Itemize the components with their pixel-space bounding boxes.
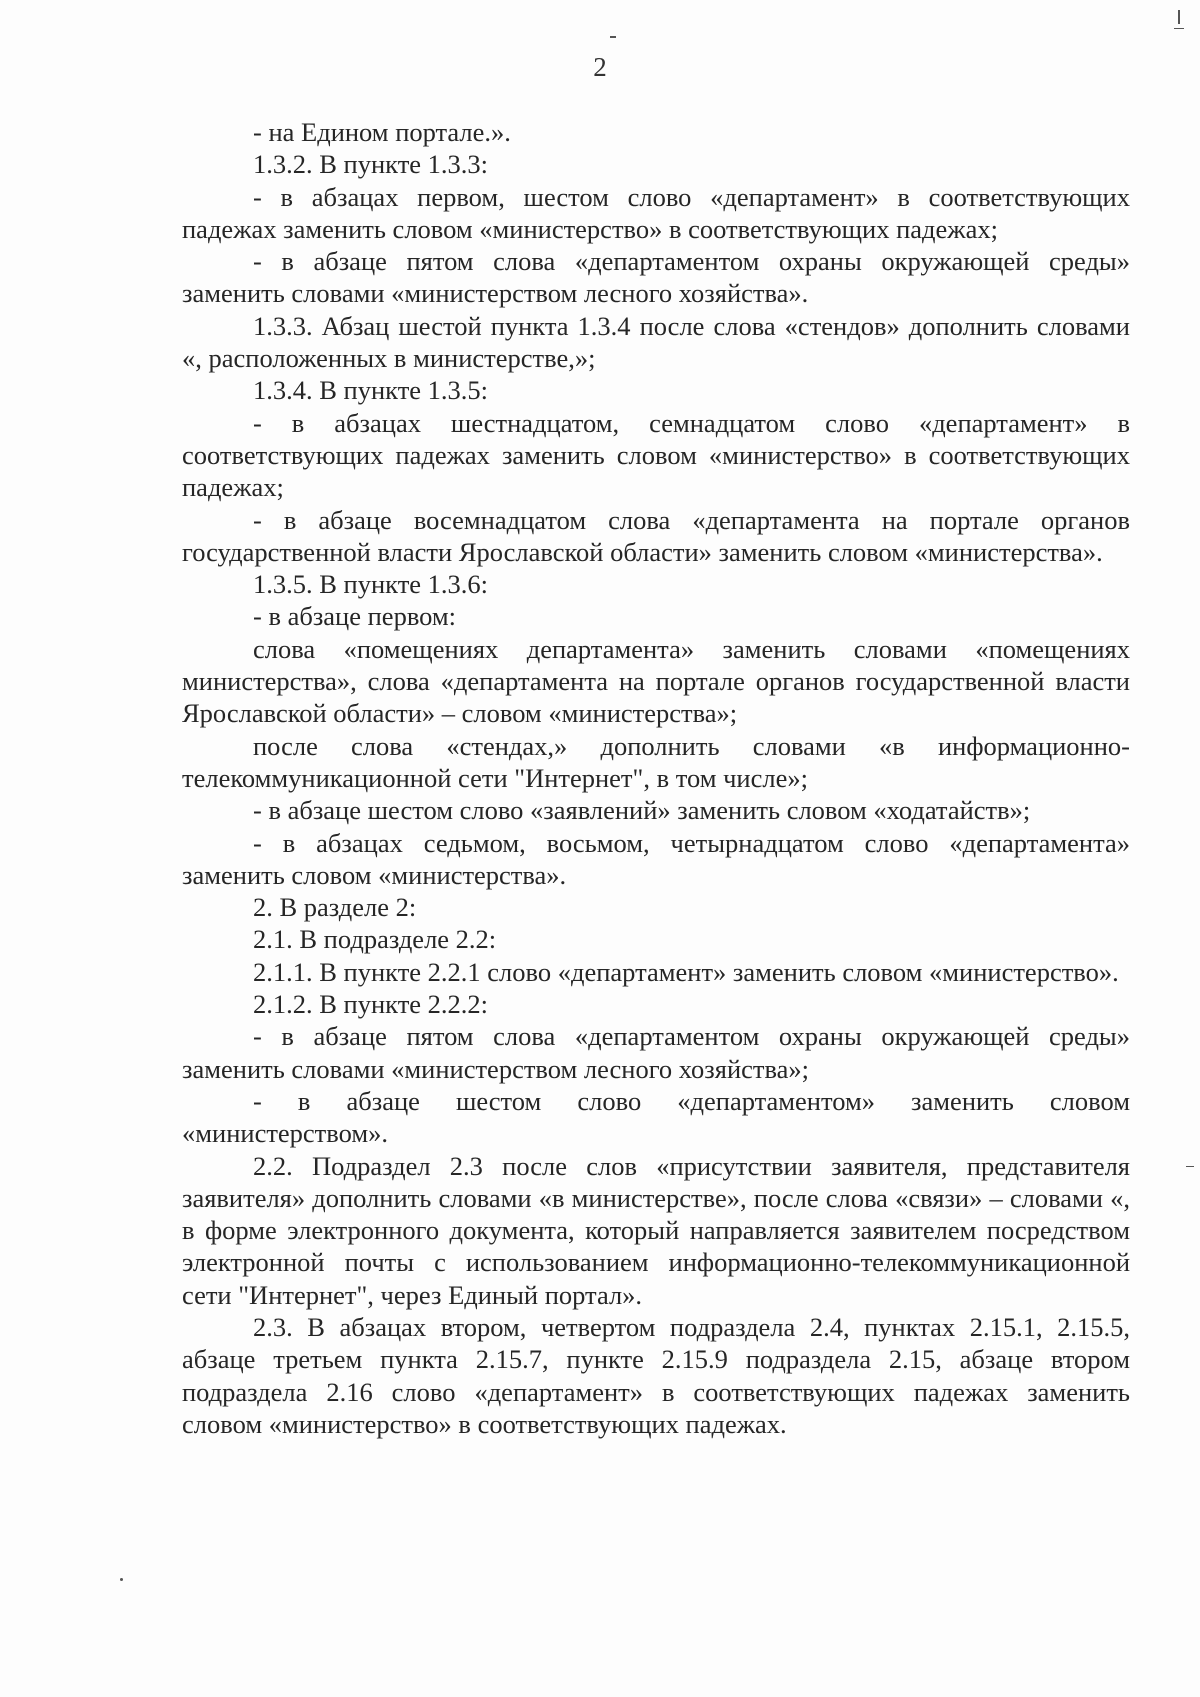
paragraph: 2.1.1. В пункте 2.2.1 слово «департамент» заменить словом «министерство». bbox=[253, 956, 1119, 987]
scan-mark bbox=[1174, 28, 1184, 29]
scan-mark bbox=[1178, 10, 1180, 24]
paragraph: 2.1.2. В пункте 2.2.2: bbox=[253, 989, 489, 1020]
document-body bbox=[182, 116, 1130, 1440]
paragraph: - в абзаце восемнадцатом слова «департамента на портале органов государственной власти Ярославской области» заменить словом «министерства». bbox=[182, 504, 1130, 567]
scan-mark bbox=[1186, 1166, 1194, 1167]
paragraph: - в абзацах седьмом, восьмом, четырнадцатом слово «департамента» заменить словом «министерства». bbox=[182, 827, 1130, 890]
paragraph: после слова «стендах,» дополнить словами «в информационно-телекоммуникационной сети "Интернет", в том числе»; bbox=[182, 730, 1130, 793]
paragraph: 2.2. Подраздел 2.3 после слов «присутствии заявителя, представителя заявителя» дополнить словами «в министерстве», после слова «связи» – словами «, в форме электронного документа, который направляется заявителем посредством электронной почты с использованием информационно-телекоммуникационной сети "Интернет", через Единый портал». bbox=[182, 1150, 1130, 1310]
paragraph: - в абзаце пятом слова «департаментом охраны окружающей среды» заменить словами «министерством лесного хозяйства»; bbox=[182, 1021, 1130, 1084]
paragraph: - в абзаце шестом слово «департаментом» заменить словом «министерством». bbox=[182, 1085, 1130, 1149]
paragraph: 1.3.3. Абзац шестой пункта 1.3.4 после слова «стендов» дополнить словами «, расположенных в министерстве,»; bbox=[182, 310, 1130, 374]
page-number: 2 bbox=[593, 52, 607, 82]
paragraph: - в абзацах шестнадцатом, семнадцатом слово «департамент» в соответствующих падежах заменить словом «министерство» в соответствующих падежах; bbox=[182, 407, 1130, 503]
paragraph: 2. В разделе 2: bbox=[253, 892, 417, 923]
paragraph: - в абзаце первом: bbox=[253, 601, 457, 632]
paragraph: 1.3.2. В пункте 1.3.3: bbox=[253, 149, 489, 180]
paragraph: - на Едином портале.». bbox=[253, 117, 511, 147]
paragraph: 2.3. В абзацах втором, четвертом подраздела 2.4, пунктах 2.15.1, 2.15.5, абзаце третьем пункта 2.15.7, пункте 2.15.9 подраздела 2.15, абзаце втором подраздела 2.16 слово «департамент» в соответствующих падежах заменить словом «министерство» в соответствующих падежах. bbox=[182, 1311, 1130, 1439]
scan-mark bbox=[120, 1578, 123, 1581]
paragraph: - в абзацах первом, шестом слово «департамент» в соответствующих падежах заменить словом «министерство» в соответствующих падежах; bbox=[182, 181, 1130, 244]
paragraph: 1.3.4. В пункте 1.3.5: bbox=[253, 375, 489, 406]
paragraph: 1.3.5. В пункте 1.3.6: bbox=[253, 569, 489, 600]
paragraph: - в абзаце пятом слова «департаментом охраны окружающей среды» заменить словами «министерством лесного хозяйства». bbox=[182, 246, 1130, 309]
paragraph: - в абзаце шестом слово «заявлений» заменить словом «ходатайств»; bbox=[253, 795, 1031, 826]
paragraph: слова «помещениях департамента» заменить словами «помещениях министерства», слова «департамента на портале органов государственной власти Ярославской области» – словом «министерства»; bbox=[182, 633, 1130, 729]
paragraph: 2.1. В подразделе 2.2: bbox=[253, 924, 497, 955]
scan-mark bbox=[610, 36, 616, 38]
